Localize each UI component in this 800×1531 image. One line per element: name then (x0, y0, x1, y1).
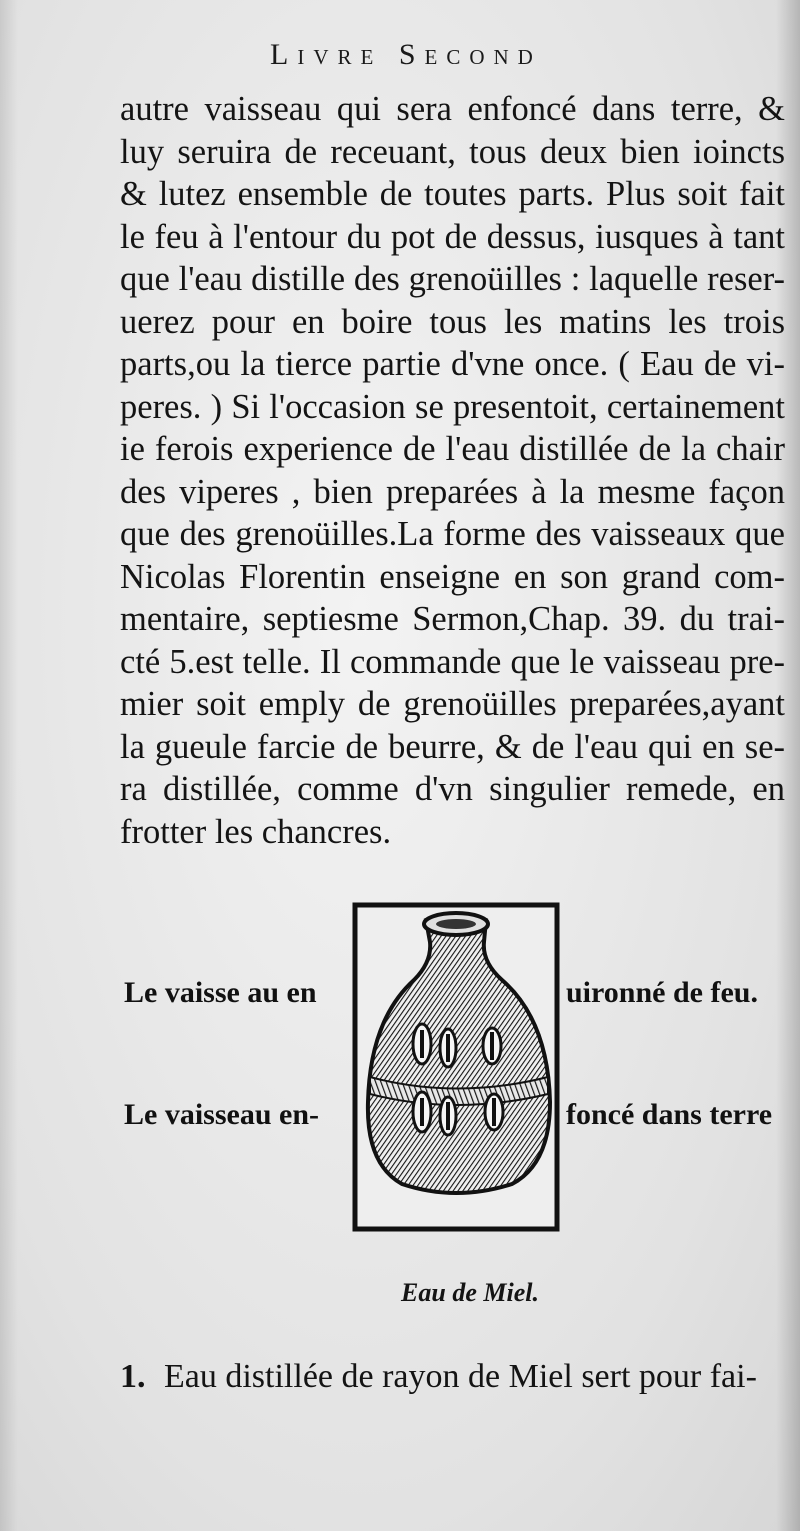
body-line: que l'eau distille des grenoüilles : laquelle reser- (120, 260, 785, 298)
body-line: mentaire, septiesme Sermon,Chap. 39. du trai- (120, 600, 785, 638)
body-line: le feu à l'entour du pot de dessus, iusques à tant (120, 217, 785, 256)
section-heading: Eau de Miel. (401, 1278, 539, 1307)
figure-label-top-right: uironné de feu. (566, 976, 758, 1009)
running-head: Livre Second (270, 38, 542, 71)
body-line: luy seruira de receuant, tous deux bien ioincts (120, 132, 785, 171)
paragraph-number: 1. (120, 1358, 146, 1395)
body-line: autre vaisseau qui sera enfoncé dans terre, & (120, 90, 785, 128)
body-line: ra distillée, comme d'vn singulier remede, en (120, 770, 785, 808)
body-line: la gueule farcie de beurre, & de l'eau qui en se- (120, 727, 785, 766)
body-line: parts,ou la tierce partie d'vne once. ( Eau de vi- (120, 345, 785, 383)
body-line: que des grenoüilles.La forme des vaisseaux que (120, 515, 785, 553)
body-line: & lutez ensemble de toutes parts. Plus soit fait (120, 175, 785, 213)
numbered-paragraph-start (120, 1358, 788, 1396)
body-line: uerez pour en boire tous les matins les trois (120, 302, 785, 341)
body-line: frotter les chancres. (120, 812, 392, 851)
paragraph-text: Eau distillée de rayon de Miel sert pour fai- (164, 1358, 757, 1395)
body-line: des viperes , bien preparées à la mesme façon (120, 472, 785, 511)
figure-label-bottom-right: foncé dans terre (566, 1098, 773, 1131)
body-text (120, 88, 785, 853)
figure-label-top-left: Le vaisse au en (124, 976, 317, 1009)
body-line: mier soit emply de grenoüilles preparées,ayant (120, 685, 785, 723)
body-line: cté 5.est telle. Il commande que le vaisseau pre- (120, 642, 785, 681)
distillation-vessel-woodcut (352, 902, 560, 1232)
figure-label-bottom-left: Le vaisseau en- (124, 1098, 319, 1131)
body-line: Nicolas Florentin enseigne en son grand com- (120, 557, 785, 596)
body-line: peres. ) Si l'occasion se presentoit, certainement (120, 387, 785, 426)
body-line: ie ferois experience de l'eau distillée de la chair (120, 430, 785, 468)
